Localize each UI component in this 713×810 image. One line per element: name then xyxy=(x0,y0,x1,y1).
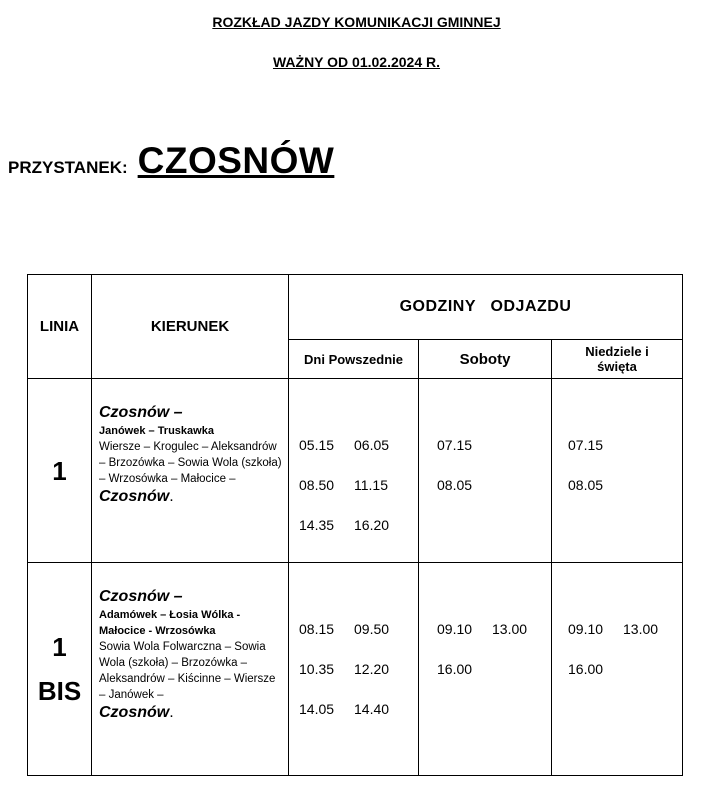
weekday-times: 08.15 09.50 10.35 12.20 14.05 14.40 xyxy=(289,563,419,776)
header-sundays: Niedziele i święta xyxy=(552,340,683,379)
direction-cell: Czosnów – Janówek – Truskawka Wiersze – Krogulec – Aleksandrów – Brzozówka – Sowia Wola (szkoła) – Wrzosówka – Małocice – Czosnów. xyxy=(92,379,289,563)
table-row xyxy=(28,563,683,776)
table-row xyxy=(28,379,683,563)
header-line: LINIA xyxy=(28,275,92,379)
stop-name: CZOSNÓW xyxy=(137,140,335,181)
line-number: 1 xyxy=(28,379,92,563)
header-saturdays: Soboty xyxy=(419,340,552,379)
sunday-times: 09.10 13.00 16.00 xyxy=(552,563,683,776)
line-number: 1 BIS xyxy=(28,563,92,776)
sunday-times: 07.15 08.05 xyxy=(552,379,683,563)
document-title: ROZKŁAD JAZDY KOMUNIKACJI GMINNEJ xyxy=(212,14,501,30)
saturday-times: 07.15 08.05 xyxy=(419,379,552,563)
direction-cell: Czosnów – Adamówek – Łosia Wólka - Małocice - Wrzosówka Sowia Wola Folwarczna – Sowia Wola (szkoła) – Brzozówka – Aleksandrów – Kiścinne – Wiersze – Janówek – Czosnów. xyxy=(92,563,289,776)
stop-label: PRZYSTANEK: xyxy=(8,158,128,177)
stop-heading xyxy=(8,140,334,182)
valid-from: WAŻNY OD 01.02.2024 R. xyxy=(272,54,441,70)
saturday-times: 09.10 13.00 16.00 xyxy=(419,563,552,776)
header-direction: KIERUNEK xyxy=(92,275,289,379)
header-departures: GODZINY ODJAZDU xyxy=(289,275,683,340)
header-weekdays: Dni Powszednie xyxy=(289,340,419,379)
timetable xyxy=(27,274,683,776)
weekday-times: 05.15 06.05 08.50 11.15 14.35 16.20 xyxy=(289,379,419,563)
